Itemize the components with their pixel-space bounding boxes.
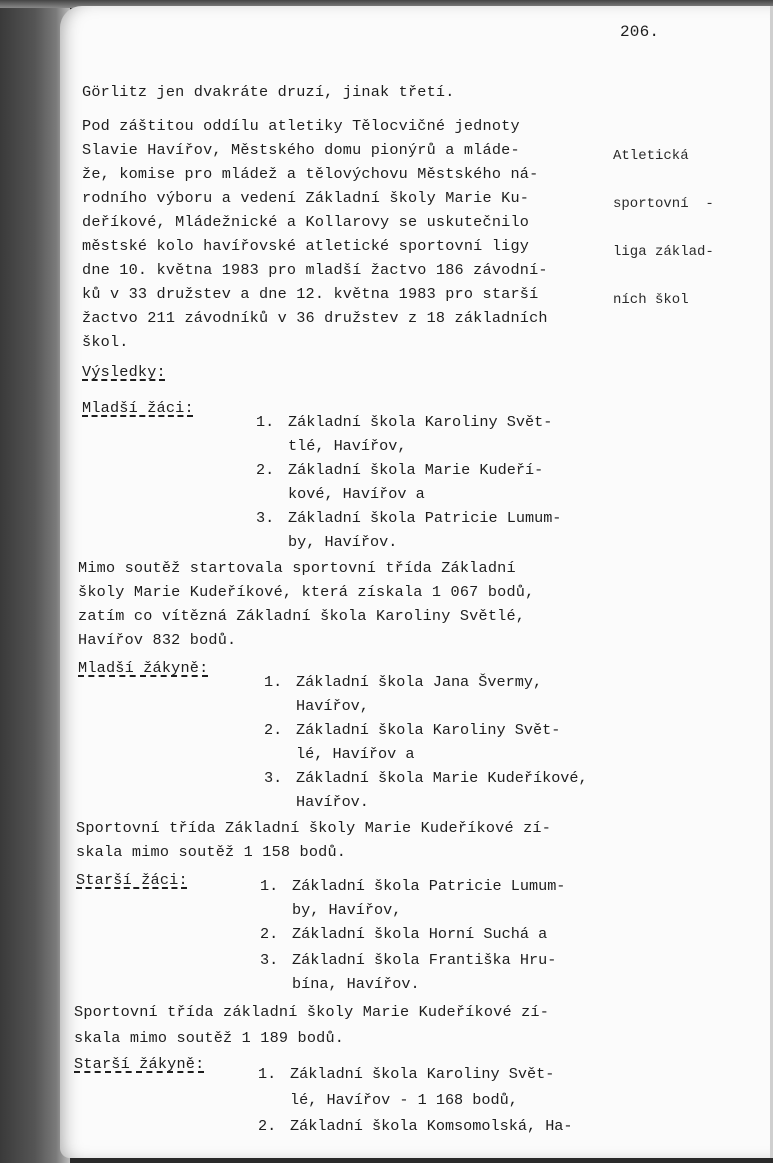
result-line: by, Havířov, [292, 901, 402, 919]
intro-line: Görlitz jen dvakráte druzí, jinak třetí. [82, 83, 455, 101]
rank-number: 1. [260, 877, 279, 895]
category-note-line: Sportovní třída základní školy Marie Kudeříkové zí- [74, 1003, 550, 1021]
category-note-line: Mimo soutěž startovala sportovní třída Základní [78, 559, 516, 577]
margin-note-line: liga základ- [613, 244, 714, 260]
rank-number: 1. [264, 673, 283, 691]
paragraph-line: Pod záštitou oddílu atletiky Tělocvičné jednoty [82, 117, 520, 135]
rank-number: 2. [260, 925, 279, 943]
rank-number: 2. [264, 721, 283, 739]
paragraph-line: ků v 33 družstev a dne 12. května 1983 pro starší [82, 285, 539, 303]
category-note-line: zatím co vítězná Základní škola Karoliny Světlé, [78, 607, 526, 625]
category-heading: Mladší žáci: [82, 399, 194, 417]
result-line: tlé, Havířov, [288, 437, 407, 455]
result-line: Základní škola Karoliny Svět- [288, 413, 553, 431]
paragraph-line: deříkové, Mládežnické a Kollarovy se uskutečnilo [82, 213, 530, 231]
result-line: lé, Havířov - 1 168 bodů, [290, 1091, 518, 1109]
margin-note-line: Atletická [613, 148, 689, 164]
category-note-line: Sportovní třída Základní školy Marie Kudeříkové zí- [76, 819, 552, 837]
result-line: Základní škola Marie Kudeříkové, [296, 769, 588, 787]
result-line: Havířov. [296, 793, 369, 811]
rank-number: 2. [256, 461, 275, 479]
category-note-line: Havířov 832 bodů. [78, 631, 237, 649]
category-note-line: skala mimo soutěž 1 158 bodů. [76, 843, 347, 861]
paragraph-line: žactvo 211 závodníků v 36 družstev z 18 základních [82, 309, 548, 327]
result-line: Základní škola Marie Kudeří- [288, 461, 544, 479]
rank-number: 3. [264, 769, 283, 787]
paragraph-line: městské kolo havířovské atletické sportovní ligy [82, 237, 530, 255]
result-line: Základní škola Františka Hru- [292, 951, 557, 969]
rank-number: 3. [256, 509, 275, 527]
margin-note [613, 116, 714, 340]
rank-number: 1. [256, 413, 275, 431]
result-line: by, Havířov. [288, 533, 398, 551]
paragraph-line: že, komise pro mládež a tělovýchovu Městského ná- [82, 165, 539, 183]
result-line: Základní škola Komsomolská, Ha- [290, 1117, 573, 1135]
margin-note-line: ních škol [613, 292, 689, 308]
rank-number: 1. [258, 1065, 277, 1083]
result-line: Základní škola Jana Švermy, [296, 673, 543, 691]
document-page [60, 6, 773, 1158]
category-heading: Starší žáci: [76, 871, 188, 889]
category-heading: Mladší žákyně: [78, 659, 209, 677]
result-line: Základní škola Patricie Lumum- [288, 509, 562, 527]
paragraph-line: dne 10. května 1983 pro mladší žactvo 186 závodní- [82, 261, 548, 279]
results-heading: Výsledky: [82, 363, 166, 381]
result-line: bína, Havířov. [292, 975, 420, 993]
margin-note-line: sportovní - [613, 196, 714, 212]
result-line: Havířov, [296, 697, 369, 715]
result-line: Základní škola Karoliny Svět- [296, 721, 561, 739]
paragraph-line: škol. [82, 333, 129, 351]
result-line: lé, Havířov a [296, 745, 415, 763]
category-note-line: školy Marie Kudeříkové, která získala 1 067 bodů, [78, 583, 535, 601]
category-note-line: skala mimo soutěž 1 189 bodů. [74, 1029, 345, 1047]
rank-number: 3. [260, 951, 279, 969]
paragraph-line: rodního výboru a vedení Základní školy Marie Ku- [82, 189, 530, 207]
result-line: kové, Havířov a [288, 485, 425, 503]
result-line: Základní škola Patricie Lumum- [292, 877, 566, 895]
page-number: 206. [620, 23, 660, 41]
result-line: Základní škola Karoliny Svět- [290, 1065, 555, 1083]
category-heading: Starší žákyně: [74, 1055, 205, 1073]
rank-number: 2. [258, 1117, 277, 1135]
result-line: Základní škola Horní Suchá a [292, 925, 548, 943]
paragraph-line: Slavie Havířov, Městského domu pionýrů a mláde- [82, 141, 520, 159]
